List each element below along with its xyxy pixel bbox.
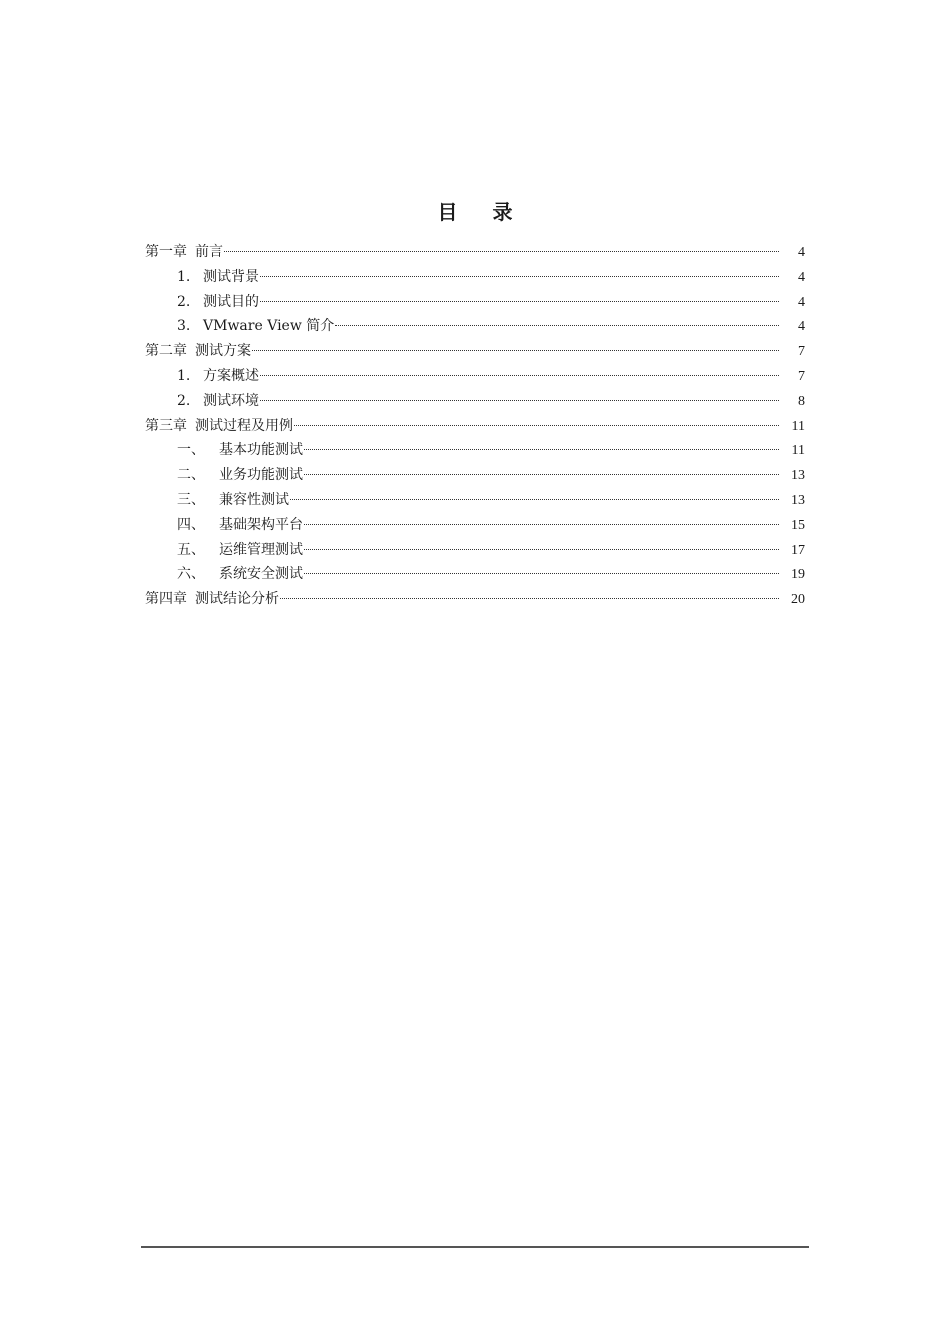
toc-entry-page: 7 <box>798 344 805 360</box>
toc-entry-number: 六、 <box>177 566 205 583</box>
toc-entry-page: 7 <box>798 368 805 384</box>
toc-entry-chapter-1[interactable] <box>145 240 805 265</box>
toc-entry-number: 第四章 <box>145 591 187 608</box>
dot-leader <box>290 499 779 500</box>
toc-entry-page: 8 <box>798 393 805 409</box>
toc-entry-label: 测试目的 <box>203 293 259 310</box>
toc-entry-label: 基础架构平台 <box>219 516 303 533</box>
toc-entry-label: 前言 <box>195 244 223 260</box>
toc-entry-section[interactable] <box>145 438 805 463</box>
toc-entry-label: 测试过程及用例 <box>195 417 293 434</box>
toc-entry-page: 4 <box>798 269 805 285</box>
toc-entry-page: 4 <box>798 294 805 310</box>
toc-entry-section[interactable] <box>145 562 805 587</box>
toc-entry-number: 1. <box>177 367 191 384</box>
toc-entry-label: 方案概述 <box>203 367 259 384</box>
toc-entry-section[interactable] <box>145 389 805 414</box>
toc-entry-number: 一、 <box>177 442 205 459</box>
toc-entry-page: 11 <box>791 443 805 459</box>
toc-entry-section[interactable] <box>145 463 805 488</box>
toc-entry-page: 17 <box>791 542 805 558</box>
dot-leader <box>252 350 779 351</box>
toc-entry-chapter-3[interactable] <box>145 414 805 439</box>
toc-entry-section[interactable] <box>145 538 805 563</box>
toc-entry-section[interactable] <box>145 488 805 513</box>
dot-leader <box>304 573 779 574</box>
dot-leader <box>280 598 779 599</box>
toc-entry-number: 第三章 <box>145 417 187 434</box>
toc-entry-section[interactable] <box>145 265 805 290</box>
toc-entry-page: 19 <box>791 567 805 583</box>
dot-leader <box>294 425 779 426</box>
dot-leader <box>335 325 779 326</box>
toc-entry-number: 五、 <box>177 541 205 558</box>
toc-entry-number: 第一章 <box>145 244 187 260</box>
toc-entry-number: 2. <box>177 293 191 310</box>
toc-title: 目 录 <box>437 200 527 224</box>
toc-entry-label: 测试背景 <box>203 268 259 285</box>
dot-leader <box>260 375 779 376</box>
toc-entry-label: 业务功能测试 <box>219 467 303 484</box>
dot-leader <box>260 301 779 302</box>
toc-entry-page: 11 <box>791 418 805 434</box>
toc-entry-label: 兼容性测试 <box>219 491 289 508</box>
toc-entry-label: 系统安全测试 <box>219 566 303 583</box>
toc-entry-page: 20 <box>791 592 805 608</box>
dot-leader <box>260 400 779 401</box>
toc-entry-chapter-4[interactable] <box>145 587 805 612</box>
toc-entry-section[interactable] <box>145 290 805 315</box>
dot-leader <box>224 251 779 252</box>
toc-entry-section[interactable] <box>145 513 805 538</box>
toc-entry-section[interactable] <box>145 364 805 389</box>
dot-leader <box>260 276 779 277</box>
toc-entry-page: 13 <box>791 468 805 484</box>
toc-entry-label: 测试环境 <box>203 392 259 409</box>
toc-entry-label: 基本功能测试 <box>219 442 303 459</box>
toc-entry-number: 二、 <box>177 467 205 484</box>
toc-entry-label: VMware View 简介 <box>203 318 335 335</box>
toc-entry-page: 15 <box>791 517 805 533</box>
dot-leader <box>304 449 779 450</box>
footer-rule <box>141 1246 809 1248</box>
toc-entry-number: 2. <box>177 392 191 409</box>
toc-entry-number: 3. <box>177 318 191 335</box>
toc-entry-number: 四、 <box>177 516 205 533</box>
dot-leader <box>304 549 779 550</box>
toc-entry-number: 三、 <box>177 491 205 508</box>
toc-entry-page: 4 <box>798 245 805 260</box>
toc-entry-page: 4 <box>798 319 805 335</box>
dot-leader <box>304 524 779 525</box>
toc-entry-section[interactable] <box>145 314 805 339</box>
toc-entry-chapter-2[interactable] <box>145 339 805 364</box>
toc-entry-number: 1. <box>177 268 191 285</box>
toc-entry-label: 运维管理测试 <box>219 541 303 558</box>
dot-leader <box>304 474 779 475</box>
toc-entry-label: 测试结论分析 <box>195 591 279 608</box>
toc-entry-label: 测试方案 <box>195 343 251 360</box>
toc-entry-number: 第二章 <box>145 343 187 360</box>
table-of-contents <box>145 240 805 612</box>
toc-entry-page: 13 <box>791 492 805 508</box>
